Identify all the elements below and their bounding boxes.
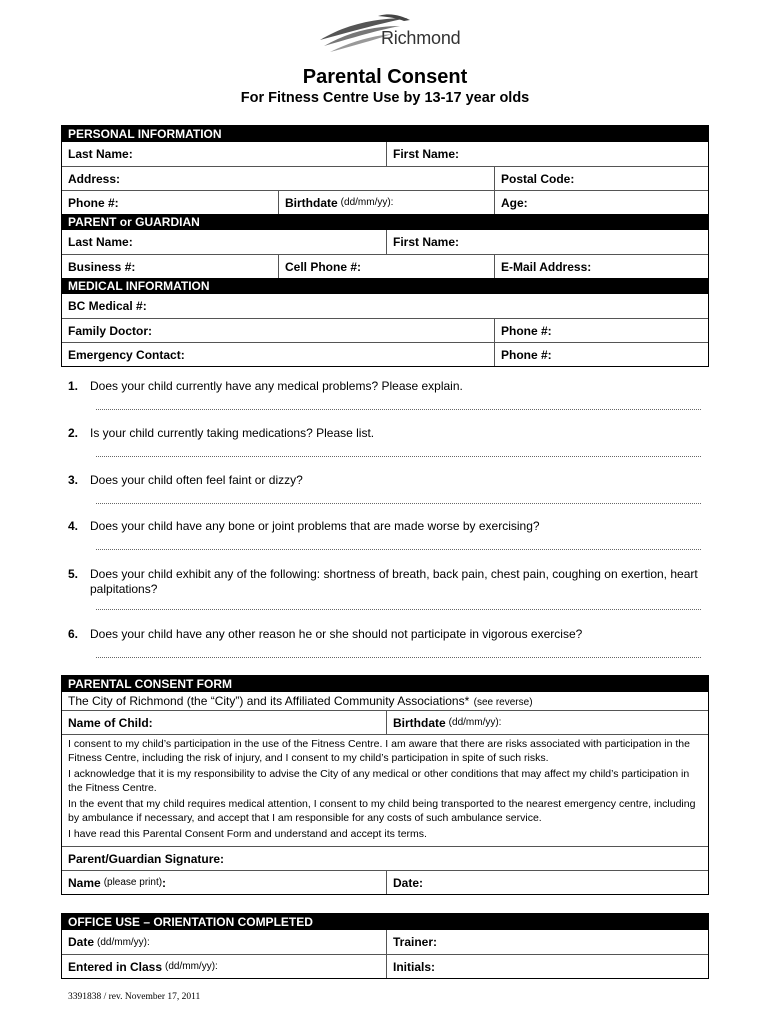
consent-form xyxy=(61,675,709,895)
answer-line[interactable] xyxy=(96,609,701,610)
bc-medical-field[interactable]: BC Medical #: xyxy=(68,299,147,313)
cell-phone-field[interactable]: Cell Phone #: xyxy=(278,255,494,278)
consent-intro: The City of Richmond (the “City”) and its Affiliated Community Associations* (see reverse) xyxy=(68,694,533,708)
consent-paragraph: I acknowledge that it is my responsibility to advise the City of any medical or other conditions that may affect my child’s participation in the Fitness Centre. xyxy=(68,768,690,794)
parent-contact-row xyxy=(62,254,708,278)
office-use-form xyxy=(61,913,709,979)
answer-line[interactable] xyxy=(96,503,701,504)
age-field[interactable]: Age: xyxy=(494,191,708,214)
address-field[interactable]: Address: xyxy=(68,171,121,186)
child-last-name-field[interactable]: Last Name: xyxy=(68,147,133,161)
doctor-phone-field[interactable]: Phone #: xyxy=(494,319,708,342)
consent-terms xyxy=(62,734,708,846)
personal-info-header: PERSONAL INFORMATION xyxy=(62,126,708,142)
medical-emergency-row xyxy=(62,342,708,366)
personal-name-row xyxy=(62,142,708,166)
initials-field[interactable]: Initials: xyxy=(386,955,708,978)
answer-line[interactable] xyxy=(96,549,701,550)
document-footer: 3391838 / rev. November 17, 2011 xyxy=(68,992,201,1002)
business-phone-field[interactable]: Business #: xyxy=(68,259,136,274)
medical-bc-row xyxy=(62,294,708,318)
page-title: Parental Consent xyxy=(302,66,468,88)
parent-last-name-field[interactable]: Last Name: xyxy=(68,235,133,249)
postal-code-field[interactable]: Postal Code: xyxy=(494,167,708,190)
signature-row xyxy=(62,846,708,870)
page-subtitle: For Fitness Centre Use by 13-17 year olds xyxy=(240,90,530,106)
consent-header: PARENTAL CONSENT FORM xyxy=(62,676,708,692)
logo-wordmark: Richmond xyxy=(381,28,461,48)
child-birthdate-field[interactable]: Birthdate (dd/mm/yy): xyxy=(386,711,708,734)
office-use-header: OFFICE USE – ORIENTATION COMPLETED xyxy=(62,914,708,930)
personal-address-row xyxy=(62,166,708,190)
answer-line[interactable] xyxy=(96,657,701,658)
signature-field[interactable]: Parent/Guardian Signature: xyxy=(68,851,225,866)
office-date-row xyxy=(62,930,708,954)
personal-phone-row xyxy=(62,190,708,214)
parent-name-row xyxy=(62,230,708,254)
child-row xyxy=(62,710,708,734)
emergency-contact-field[interactable]: Emergency Contact: xyxy=(68,347,185,362)
office-entered-row xyxy=(62,954,708,978)
child-first-name-field[interactable]: First Name: xyxy=(386,142,708,166)
consent-paragraph: I consent to my child’s participation in the use of the Fitness Centre. I am aware that there are risks associated with participation in the Fitness Centre, including the risk of injury, and I consent to my child’s participation in spite of such risks. xyxy=(68,738,690,764)
print-name-field[interactable]: Name (please print) : xyxy=(68,875,167,890)
consent-paragraph: In the event that my child requires medical attention, I consent to my child being transported to the nearest emergency centre, including by ambulance if necessary, and accept that I am responsible for any costs of such ambulance service. xyxy=(68,798,696,824)
parent-guardian-header: PARENT or GUARDIAN xyxy=(62,214,708,230)
email-field[interactable]: E-Mail Address: xyxy=(494,255,708,278)
info-form xyxy=(61,125,709,367)
consent-paragraph: I have read this Parental Consent Form and understand and accept its terms. xyxy=(68,828,427,840)
child-name-field[interactable]: Name of Child: xyxy=(68,715,153,730)
orientation-date-field[interactable]: Date (dd/mm/yy): xyxy=(68,935,150,949)
name-date-row xyxy=(62,870,708,894)
medical-info-header: MEDICAL INFORMATION xyxy=(62,278,708,294)
consent-date-field[interactable]: Date: xyxy=(386,871,708,894)
emergency-phone-field[interactable]: Phone #: xyxy=(494,343,708,366)
trainer-field[interactable]: Trainer: xyxy=(386,930,708,954)
phone-field[interactable]: Phone #: xyxy=(68,195,119,210)
family-doctor-field[interactable]: Family Doctor: xyxy=(68,323,153,338)
entered-in-class-field[interactable]: Entered in Class (dd/mm/yy): xyxy=(68,959,218,974)
answer-line[interactable] xyxy=(96,456,701,457)
parent-first-name-field[interactable]: First Name: xyxy=(386,230,708,254)
birthdate-field[interactable]: Birthdate (dd/mm/yy): xyxy=(278,191,494,214)
medical-doctor-row xyxy=(62,318,708,342)
answer-line[interactable] xyxy=(96,409,701,410)
